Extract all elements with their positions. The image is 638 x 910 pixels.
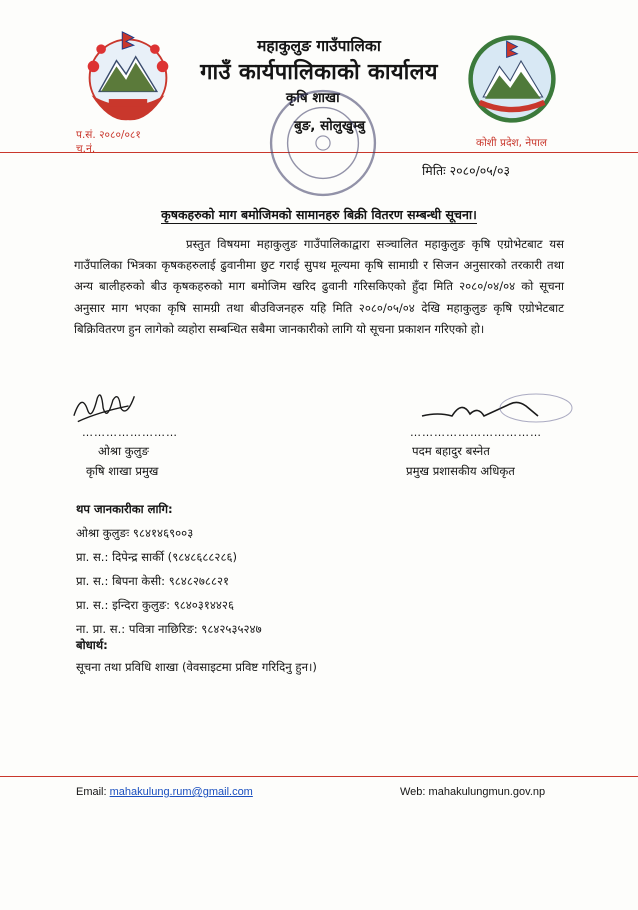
footer-website [400,786,545,798]
contact-item: ना. प्रा. स.: पवित्रा नाछिरिङ: ९८४२५३५२४७ [76,622,262,636]
notice-subject-text: कृषकहरुको माग बमोजिमको सामानहरु बिक्री वितरण सम्बन्धी सूचना। [161,207,477,222]
email-label: Email: [76,786,107,798]
contact-item: प्रा. स.: बिपना केसी: ९८४८२७८८२१ [76,574,230,588]
cc-item: सूचना तथा प्रविधि शाखा (वेवसाइटमा प्रविष्ट गरिदिनु हुन।) [76,660,317,674]
notice-body: प्रस्तुत विषयमा महाकुलुङ गाउँपालिकाद्वारा सञ्चालित महाकुलुङ कृषि एग्रोभेटबाट यस गाउँपालिका भित्रका कृषकहरुलाई ढुवानीमा छुट गराई सुपथ मूल्यमा कृषि सामाग्री र सिजन अनुसारको तरकारी तथा अन्य बालीहरुको बीउ कृषकहरुको माग बमोजिम खरिद ढुवानी गरिसकिएको हुँदा मिति २०८०/०४/०४ को सूचना अनुसार माग भएका कृषि सामग्री तथा बीउविजनहरु यहि मिति २०८०/०५/०४ देखि महाकुलुङ कृषि एग्रोभेटबाट बिक्रिवितरण हुन लागेको व्यहोरा सम्बन्धित सबैमा जानकारीको लागि यो सूचना प्रकाशन गरिएको हो। [74,237,564,336]
office-stamp [264,84,382,202]
signatory-right-title: प्रमुख प्रशासकीय अधिकृत [406,464,515,478]
signatory-left-name: ओश्रा कुलुङ [98,444,149,458]
signatory-right-name: पदम बहादुर बस्नेत [412,444,490,458]
section-name: कृषि शाखा [286,90,340,106]
email-link[interactable]: mahakulung.rum@gmail.com [109,786,253,798]
signature-left [70,382,148,428]
province-name: कोशी प्रदेश, नेपाल [476,137,547,149]
office-location: बुङ, सोलुखुम्बु [294,118,366,134]
footer-email [76,786,253,798]
dispatch-number: च.नं. [76,143,96,155]
notice-subject [0,206,638,223]
website-url[interactable]: mahakulungmun.gov.np [428,786,546,798]
footer-divider [0,776,638,777]
cc-heading: बोधार्थ: [76,638,108,652]
signature-line-left: …………………… [82,426,178,439]
signature-line-right: …………………………… [410,426,542,439]
signatory-left-title: कृषि शाखा प्रमुख [86,464,159,478]
web-label: Web: [400,786,426,798]
office-name: गाउँ कार्यपालिकाको कार्यालय [200,60,438,85]
notice-date: मितिः २०८०/०५/०३ [422,163,510,178]
contacts-heading: थप जानकारीका लागि: [76,502,173,516]
contact-item: ओश्रा कुलुङः ९८४१४६९००३ [76,526,194,540]
municipality-name: महाकुलुङ गाउँपालिका [257,37,381,55]
contact-item: प्रा. स.: इन्दिरा कुलुङ: ९८४०३१४४२६ [76,598,234,612]
ref-number: प.सं. २०८०/०८१ [76,129,141,141]
contact-item: प्रा. स.: दिपेन्द्र सार्की (९८४८६८८२८६) [76,550,238,564]
